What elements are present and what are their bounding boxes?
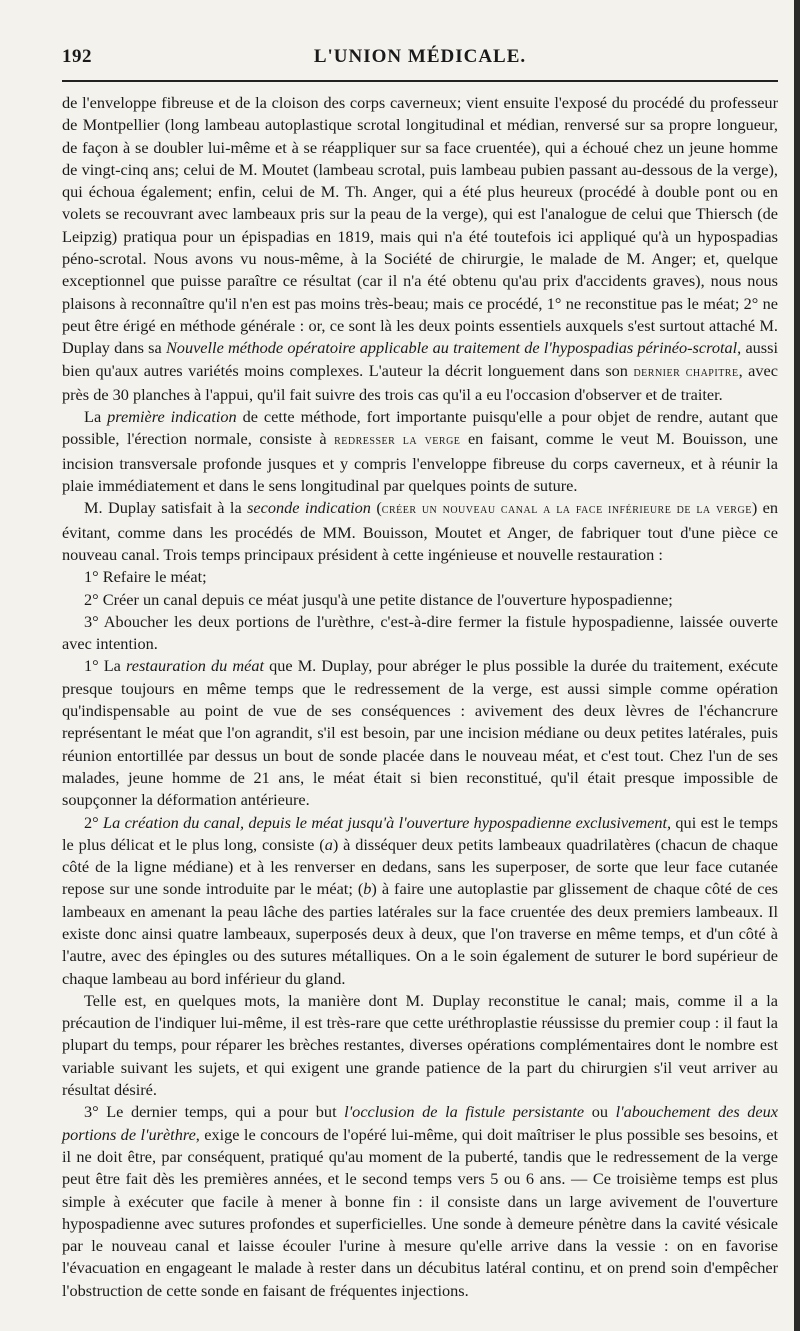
text-run: ou [584, 1102, 616, 1122]
paragraph-first-indication [62, 406, 778, 497]
list-item: 3° Aboucher les deux portions de l'urèthre, c'est-à-dire fermer la fistule hypospadienne, laissée ouverte avec intention. [62, 611, 778, 654]
text-run: qui est le temps le plus délicat et le plus long, consiste ( [62, 812, 778, 854]
text-run: , exige le concours de l'opéré lui-même, qui doit maîtriser le plus possible ses besoins, et il ne doit être, par conséquent, pratiqué qu'au moment de la puberté, tandis que le redressement de la verge peut être fait dès les premières années, et le second temps vers 5 ou 6 ans. — Ce troisième temps est plus simple à exécuter que facile à mener à bonne fin : il consiste dans un large avivement de l'ouverture hypospadienne avec sutures profondes et superficielles. Une sonde à demeure pénètre dans la cavité vésicale par le nouveau canal et laisse écouler l'urine à mesure qu'elle arrive dans la vessie : on en favorise l'évacuation en engageant le malade à rester dans un décubitus latéral continu, et on prend soin d'empêcher l'obstruction de cette sonde en faisant de fréquentes injections. [62, 1124, 778, 1300]
italic-run: l'abouchement des deux portions de l'urèthre [62, 1102, 779, 1144]
text-run: ( [370, 498, 382, 518]
text-run: de l'enveloppe fibreuse et de la cloison des corps caverneux; vient ensuite l'exposé du procédé du professeur de Montpellier (long lambeau autoplastique scrotal longitudinal et médian, renversé sur sa propre longueur, de façon à se doubler lui-même et à se réappliquer sur sa face cruentée), qui a échoué chez un jeune homme de vingt-cinq ans; celui de M. Moutet (lambeau scrotal, puis lambeau pubien passant au-dessous de la verge), qui échoua également; enfin, celui de M. Th. Anger, qui a été plus heureux (procédé à double pont ou en volets se recouvrant avec lambeaux pris sur la peau de la verge), qui est l'analogue de celui que Thiersch (de Leipzig) pratiqua pour un épispadias en 1819, mais qui n'a été toutefois ici appliqué qu'à un hypospadias péno-scrotal. Nous avons vu nous-même, à la Société de chirurgie, le malade de M. Anger; et, quelque exceptionnel que puisse paraître ce résultat (car il n'a été obtenu qu'au prix d'accidents graves), nous nous plaisons à reconnaître qu'il n'en est pas moins très-beau; mais ce procédé, 1° ne reconstitue pas le méat; 2° ne peut être érigé en méthode générale : or, ce sont là les deux points essentiels auxquels s'est surtout attaché M. Duplay dans sa [62, 93, 778, 358]
small-caps-run: dernier chapitre [633, 364, 739, 380]
italic-run: l'occlusion de la fistule persistante [344, 1102, 585, 1122]
text-run: ) en évitant, comme dans les procédés de MM. Bouisson, Moutet et Anger, de fabriquer tout d'une pièce ce nouveau canal. Trois temps principaux président à cette ingénieuse et nouvelle restauration : [62, 498, 778, 564]
list-item: 2° Créer un canal depuis ce méat jusqu'à une petite distance de l'ouverture hypospadienne; [84, 589, 673, 609]
small-caps-run: créer un nouveau canal a la face inférieure de la verge [381, 502, 752, 518]
page-number: 192 [62, 46, 92, 67]
text-run: ) à disséquer deux petits lambeaux quadrilatères (chacun de chaque côté de la ligne médiane) et à les renverser en dedans, sans les superposer, de sorte que leur face cutanée repose sur une sonde introduite par le méat; ( [62, 834, 779, 899]
text-run: M. Duplay satisfait à la [84, 498, 248, 518]
text-run: Telle est, en quelques mots, la manière dont M. Duplay reconstitue le canal; mais, comme il a la précaution de l'indiquer lui-même, il est très-rare que cette uréthroplastie réussisse du premier coup : il faut la plupart du temps, pour réparer les brèches restantes, diverses opérations complémentaires dont le nombre est variable suivant les sujets, et qui exigent une grande patience de la part du chirurgien s'il veut arriver au résultat désiré. [62, 990, 778, 1100]
text-run: en faisant, comme le veut M. Bouisson, une incision transversale profonde jusques et y compris l'enveloppe fibreuse du corps caverneux, et à réunir la plaie immédiatement et dans le sens longitudinal par quelques points de suture. [62, 429, 778, 496]
italic-run: restauration du méat [126, 656, 265, 676]
italic-run: b [363, 879, 372, 899]
book-title-italic: Nouvelle méthode opératoire applicable au traitement de l'hypospadias périnéo-scrotal [165, 338, 738, 358]
italic-run: La création du canal, depuis le méat jusqu'à l'ouverture hypospadienne exclusivement, [103, 812, 672, 832]
text-run: 2° [84, 812, 104, 832]
text-run: de cette méthode, fort importante puisqu'elle a pour objet de rendre, autant que possible, l'érection normale, consiste à [62, 407, 778, 449]
paragraph-meatus-restoration [62, 655, 778, 811]
header-rule [62, 80, 778, 82]
paragraph-summary [62, 990, 778, 1101]
paragraph-continuation [62, 92, 778, 406]
paragraph-canal-creation [62, 812, 778, 990]
article-body [62, 92, 778, 1302]
list-item: 1° Refaire le méat; [84, 567, 207, 587]
page-header [62, 44, 778, 78]
text-run: 1° La [84, 656, 126, 676]
text-run: La [84, 407, 108, 427]
text-run: , aussi bien qu'aux autres variétés moins complexes. L'auteur la décrit longuement dans son [62, 338, 779, 380]
running-title: L'UNION MÉDICALE. [313, 46, 527, 67]
text-run: , avec près de 30 planches à l'appui, qu'il fait suivre des trois cas qu'il a eu l'occasion d'observer et de traiter. [62, 360, 778, 404]
paragraph-second-indication [62, 497, 778, 566]
italic-run: a [324, 834, 333, 854]
paragraph-last-step [62, 1101, 778, 1302]
italic-run: seconde indication [247, 498, 371, 518]
text-run: 3° Le dernier temps, qui a pour but [84, 1102, 345, 1122]
text-run: que M. Duplay, pour abréger le plus possible la durée du traitement, exécute presque toujours en même temps que le redressement de la verge, est aussi simple comme opération qu'indispensable au point de vue de ses conséquences : avivement des deux lèvres de l'échancrure représentant le méat que l'on agrandit, s'il est besoin, par une incision médiane ou deux petites latérales, puis réunion entortillée par dessus un bout de sonde placée dans le nouveau méat, et c'est tout. Chez l'un de ses malades, jeune homme de 21 ans, le méat était si bien reconstitué, qu'il était presque impossible de soupçonner la déformation antérieure. [62, 656, 778, 810]
italic-run: première indication [107, 407, 237, 427]
text-run: ) à faire une autoplastie par glissement de chaque côté de ces lambeaux en amenant la peau lâche des parties latérales sur la face cruentée des deux premiers lambeaux. Il existe donc ainsi quatre lambeaux, superposés deux à deux, que l'on traverse en même temps, et d'un côté à l'autre, avec des épingles ou des sutures métalliques. On a le soin également de suturer le bord supérieur de chaque lambeau au bord inférieur du gland. [62, 879, 779, 988]
small-caps-run: redresser la verge [334, 433, 461, 449]
page-edge-shadow [794, 0, 800, 1331]
